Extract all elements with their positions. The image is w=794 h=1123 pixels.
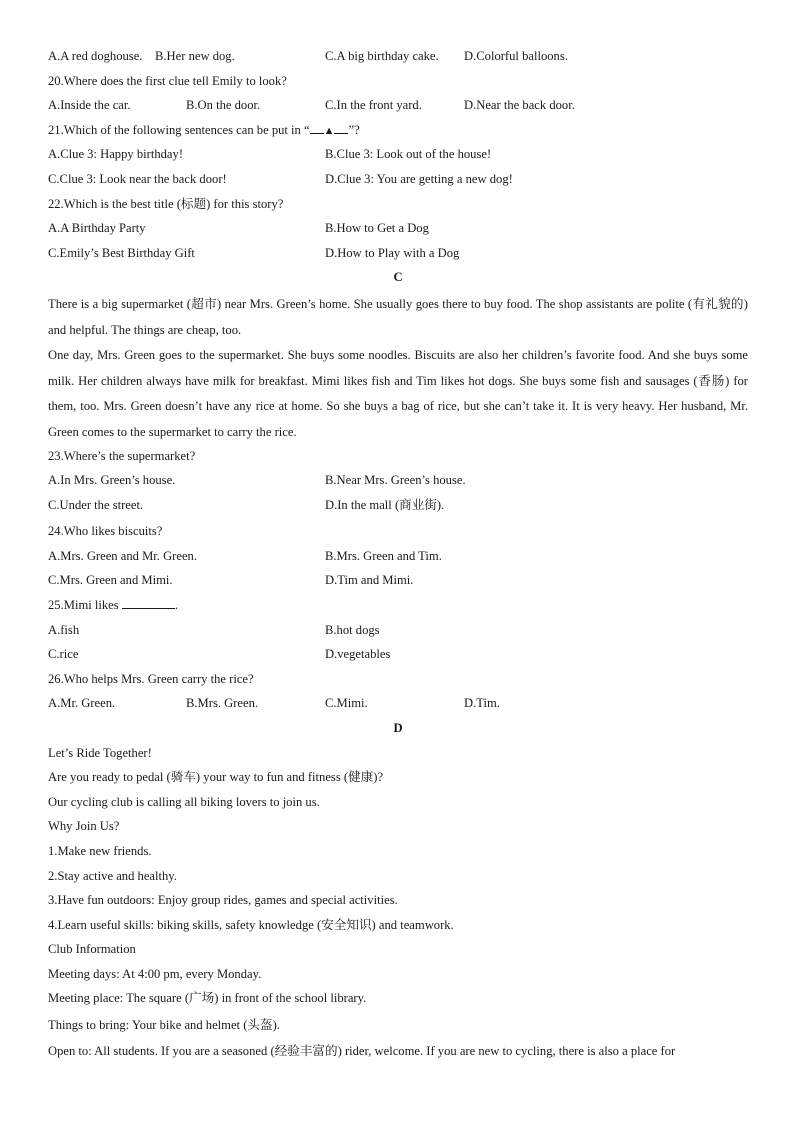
q19-option-b[interactable]: B.Her new dog. (155, 49, 235, 63)
q24-option-d[interactable]: D.Tim and Mimi. (325, 573, 414, 588)
q19-option-c[interactable]: C.A big birthday cake. (325, 49, 439, 63)
q21-options-row1 (48, 144, 748, 169)
q25-option-b[interactable]: B.hot dogs (325, 622, 380, 637)
q22-stem: 22.Which is the best title (标题) for this story? (48, 196, 284, 211)
q23-option-a[interactable]: A.In Mrs. Green’s house. (48, 473, 176, 488)
q26-option-c[interactable]: C.Mimi. (325, 696, 368, 711)
blank-line (334, 121, 348, 134)
q24-options-row2 (48, 570, 748, 595)
q24-option-c[interactable]: C.Mrs. Green and Mimi. (48, 573, 173, 588)
q26-stem: 26.Who helps Mrs. Green carry the rice? (48, 671, 254, 686)
q22-options-row2 (48, 243, 748, 268)
triangle-marker-icon: ▲ (323, 124, 335, 137)
q23-options-row2 (48, 495, 748, 522)
section-d-line-11: Things to bring: Your bike and helmet (头盔). (48, 1017, 280, 1032)
q25-stem (48, 595, 748, 620)
section-d-line-9: Meeting days: At 4:00 pm, every Monday. (48, 966, 262, 981)
q21-stem-prefix: 21.Which of the following sentences can be put in “ (48, 122, 310, 137)
section-d-line-10: Meeting place: The square (广场) in front of the school library. (48, 991, 367, 1006)
q20-stem: 20.Where does the first clue tell Emily to look? (48, 73, 287, 88)
section-d-line-8: Club Information (48, 942, 136, 957)
answer-blank[interactable] (122, 596, 175, 609)
section-d-line-2: Our cycling club is calling all biking lovers to join us. (48, 794, 320, 809)
q22-options-row1 (48, 218, 748, 243)
section-d-line-6: 3.Have fun outdoors: Enjoy group rides, games and special activities. (48, 893, 398, 908)
q21-option-b[interactable]: B.Clue 3: Look out of the house! (325, 147, 492, 162)
section-d-line-4: 1.Make new friends. (48, 843, 152, 858)
section-d-line-12: Open to: All students. If you are a seasoned (经验丰富的) rider, welcome. If you are new to cycling, there is also a place for (48, 1044, 676, 1059)
q24-stem: 24.Who likes biscuits? (48, 524, 163, 539)
q20-option-d[interactable]: D.Near the back door. (464, 98, 575, 113)
q23-option-b[interactable]: B.Near Mrs. Green’s house. (325, 473, 466, 488)
q20-options (48, 95, 748, 120)
q23-stem: 23.Where’s the supermarket? (48, 448, 196, 463)
q21-stem-suffix: ”? (348, 122, 360, 137)
q22-option-d[interactable]: D.How to Play with a Dog (325, 245, 460, 260)
section-d-line-3: Why Join Us? (48, 819, 120, 834)
q22-option-b[interactable]: B.How to Get a Dog (325, 221, 429, 236)
section-d-line-1: Are you ready to pedal (骑车) your way to fun and fitness (健康)? (48, 770, 384, 785)
section-d-line-7: 4.Learn useful skills: biking skills, safety knowledge (安全知识) and teamwork. (48, 917, 454, 932)
q24-option-a[interactable]: A.Mrs. Green and Mr. Green. (48, 548, 197, 563)
q19-option-a[interactable]: A.A red doghouse. (48, 49, 143, 63)
section-c-paragraph-2: One day, Mrs. Green goes to the supermarket. She buys some noodles. Biscuits are also her children’s favorite food. And she buys some milk. Her children always have milk for breakfast. Mimi likes fish and Tim likes hot dogs. She buys some fish and sausages (香肠) for them, too. Mrs. Green doesn’t have any rice at home. So she buys a bag of rice, but she can’t take it. It is very heavy. Her husband, Mr. Green comes to the supermarket to carry the rice. (48, 348, 748, 439)
q20-option-b[interactable]: B.On the door. (186, 98, 261, 113)
q24-option-b[interactable]: B.Mrs. Green and Tim. (325, 548, 442, 563)
q25-options-row1 (48, 620, 748, 645)
q21-option-c[interactable]: C.Clue 3: Look near the back door! (48, 171, 227, 186)
q26-option-d[interactable]: D.Tim. (464, 696, 500, 711)
section-c-paragraph-1: There is a big supermarket (超市) near Mrs. Green’s home. She usually goes there to buy food. The shop assistants are polite (有礼貌的) and helpful. The things are cheap, too. (48, 296, 748, 337)
q20-option-a[interactable]: A.Inside the car. (48, 98, 131, 113)
section-c-heading: C (393, 270, 403, 285)
exam-page (48, 46, 748, 1066)
q25-option-a[interactable]: A.fish (48, 622, 80, 637)
q22-option-a[interactable]: A.A Birthday Party (48, 221, 146, 236)
q20-option-c[interactable]: C.In the front yard. (325, 98, 422, 113)
q21-options-row2 (48, 169, 748, 194)
q25-option-c[interactable]: C.rice (48, 647, 79, 662)
q25-stem-suffix: . (174, 597, 178, 612)
q21-option-a[interactable]: A.Clue 3: Happy birthday! (48, 147, 184, 162)
q25-stem-prefix: 25.Mimi likes (48, 597, 122, 612)
section-d-line-5: 2.Stay active and healthy. (48, 868, 177, 883)
q25-options-row2 (48, 644, 748, 669)
section-d-line-0: Let’s Ride Together! (48, 745, 152, 760)
q26-option-a[interactable]: A.Mr. Green. (48, 696, 116, 711)
q23-options-row1 (48, 470, 748, 495)
blank-line (310, 121, 324, 134)
q19-options (48, 46, 748, 71)
q26-options (48, 693, 748, 718)
q23-option-d[interactable]: D.In the mall (商业街). (325, 497, 445, 512)
section-d-heading: D (393, 720, 403, 735)
q21-stem (48, 120, 748, 145)
q23-option-c[interactable]: C.Under the street. (48, 497, 144, 512)
q19-option-d[interactable]: D.Colorful balloons. (464, 49, 568, 63)
q21-option-d[interactable]: D.Clue 3: You are getting a new dog! (325, 171, 513, 186)
q26-option-b[interactable]: B.Mrs. Green. (186, 696, 259, 711)
q24-options-row1 (48, 546, 748, 571)
q25-option-d[interactable]: D.vegetables (325, 647, 391, 662)
q22-option-c[interactable]: C.Emily’s Best Birthday Gift (48, 245, 195, 260)
